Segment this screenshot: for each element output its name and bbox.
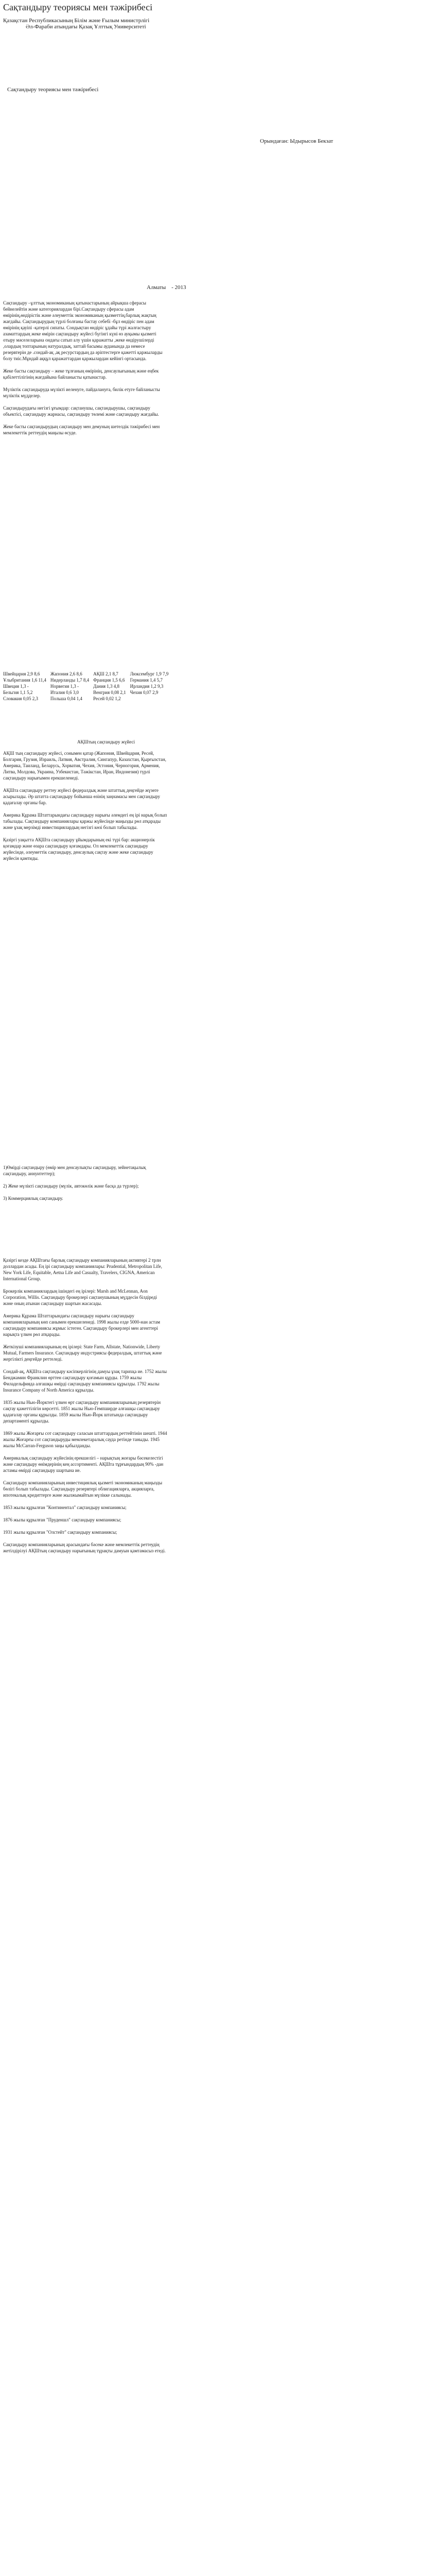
- university-line: Әл-Фараби атындағы Қазақ Ұлттық Университеті: [26, 24, 146, 30]
- closing-section: [3, 1257, 168, 1560]
- list-item: 1876 жылы құрылған "Пруденшл" сақтандыру компаниясы;: [3, 1517, 121, 1522]
- table-cell: Дания 1,3 4,8: [93, 684, 120, 689]
- table-cell: Венгрия 0,08 2,1: [93, 690, 126, 695]
- paragraph: Жеткізуші компанияларының ең ірілері: State Farm, Allstate, Nationwide, Liberty Mutual, Farmers Insurance. Сақтандыру индустриясы федералдық, штаттық және жергілікті деңгейде реттеледі.: [3, 1344, 162, 1362]
- table-cell: Бельгия 1,1 5,2: [3, 690, 33, 695]
- paragraph: Америка Құрама Штаттарындағы сақтандыру нарығы сақтандыру компанияларының көп санымен ерекшеленеді. 1998 жылы елде 5000-нан астам сақтандыру компаниясы жұмыс істеген. Сақтандыру брокерлері мен агенттері нарықта үлкен рөл атқарады.: [3, 1313, 160, 1337]
- table-row: [3, 683, 172, 689]
- table-cell: Ирландия 1,2 9,3: [130, 684, 164, 689]
- table-cell: Норвегия 1,3 -: [50, 684, 79, 689]
- usa-section: [3, 750, 168, 868]
- paragraph: Сақтандыру компанияларының инвестициялық қызметі экономиканың маңызды бөлігі болып табылады. Сақтандыру резервтері облигацияларға, акцияларға, ипотекалық кредиттерге және жылжымайтын мүлікке салынады.: [3, 1480, 163, 1498]
- insurance-types-list: [3, 1164, 168, 1208]
- city-year-line: Алматы - 2013: [147, 284, 186, 291]
- paragraph: Сақтандыру –ұлттық экономиканың қатынастарының айрықша сферасы бейнелейтін және категориялардан бірі.Сақтандыру сферасы адам өмірінің,өндірістік және әлеуметтік экономиканың қызметтің,барлық жақтың жағдайы. Сақтандырудың түрлі болғаны бастау себебі -бұл өндіріс пен адам өмірінің қауіпі -қатерлі сипаты. Сондықтан өндіріс ұдайы түрі жалғастыру азаматтардың жеке өмірін сақтандыру жүйесі бүгінгі күні өз ауқымы қызметі отыру мәселеларына ондағы сатып алу үшін қаражатты ,жеке өндірушілерді ,олардың топтарының натуралдық, заттай басымы ауданында да немесе резервтерін де .сондай-ақ ,ақ ресурстардың да әріптестерге қажетті қаржыларды болу тиіс.Мұндай аққұл қаражаттардан қаржылардан кейінгі ортасында.: [3, 300, 163, 361]
- table-row: [3, 696, 172, 702]
- table-cell: Люксембург 1,9 7,9: [130, 671, 169, 676]
- paragraph: Жеке басты сақтандырудың сақтандыру мен демуның шетелдік тәжірибесі мен мемлекеттік реттеудің маңызы өсуде.: [3, 424, 160, 435]
- table-cell: Германия 1,4 5,7: [130, 677, 163, 683]
- paragraph: Сондай-ақ, АҚШта сақтандыру кәсіпкерлігінің дамуы ұзақ тарихқа ие. 1752 жылы Бенджамин Франклин өрттен сақтандыру қоғамын құрды. 1759 жылы Филадельфияда алғашқы өмірді сақтандыру компаниясы құрылды. 1792 жылы Insurance Company of North America құрылды.: [3, 1369, 167, 1393]
- list-item: 2) Жеке мүлікті сақтандыру (мүлік, автокөлік және басқа да түрлер);: [3, 1183, 139, 1189]
- paragraph: 1835 жылы Нью-Йорктегі үлкен өрт сақтандыру компанияларының резервтерін сақтау қажеттілігін көрсетті. 1851 жылы Нью-Гемпширде алғашқы сақтандыру қадағалау органы құрылды. 1859 жылы Нью-Йорк штатында сақтандыру департаменті құрылды.: [3, 1400, 161, 1423]
- country-statistics-table: [3, 671, 172, 702]
- list-item: 1853 жылы құрылған "Континентал" сақтандыру компаниясы;: [3, 1505, 127, 1510]
- table-cell: Нидерланды 1,7 8,4: [50, 677, 90, 683]
- paragraph: АҚШта сақтандыру реттеу жүйесі федералдық және штаттық деңгейде жүзеге асырылады. Әр штатта сақтандыру бойынша өзінің заңнамасы мен сақтандыру қадағалау органы бар.: [3, 788, 161, 805]
- table-cell: Жапония 2,6 8,6: [50, 671, 82, 676]
- table-row: [3, 671, 172, 677]
- subject-line: Сақтандыру теориясы мен тәжірибесі: [7, 87, 99, 93]
- table-cell: Франция 1,5 6,6: [93, 677, 125, 683]
- table-cell: Италия 0,6 3,0: [50, 690, 79, 695]
- list-item: 1)Өмірді сақтандыру (өмір мен денсаулықты сақтандыру, зейнетақылық сақтандыру, аннуитеттер);: [3, 1165, 146, 1176]
- paragraph: Жеке басты сақтандыру – жеке тұлғаның өмірінің, денсаулығының және еңбек қабілеттілігінің жағдайына байланысты қатынастар.: [3, 368, 159, 380]
- paragraph: Брокерлік компаниялардың ішіндегі ең ірілері: Marsh and McLennan, Aon Corporation, Willis. Сақтандыру брокерлері сақтанушының мүддесін білдіреді және оның атынан сақтандыру шартын жасасады.: [3, 1289, 157, 1306]
- table-row: [3, 677, 172, 683]
- table-cell: Швеция 1,3 -: [3, 684, 29, 689]
- table-cell: Польша 0,04 1,4: [50, 696, 82, 701]
- paragraph: Сақтандырудағы негізгі ұғымдар: сақтанушы, сақтандырушы, сақтандыру объектісі, сақтандыру жарнасы, сақтандыру төлемі және сақтандыру жағдайы.: [3, 405, 159, 417]
- document-title: Сақтандыру теориясы мен тәжірибесі: [3, 2, 153, 12]
- table-row: [3, 689, 172, 696]
- section-heading: АҚШтың сақтандыру жүйесі: [77, 739, 135, 744]
- paragraph: 1869 жылы Жоғарғы сот сақтандыру саласын штаттардың реттейтінін шешті. 1944 жылы Жоғарғы сот сақтандыруды мемлекетаралық сауда ретінде таныды. 1945 жылы McCarran-Ferguson заңы қабылданды.: [3, 1431, 167, 1448]
- paragraph: АҚШ тың сақтандыру жүйесі, сонымен қатар (Жапония, Швейцария, Ресей, Болгария, Грузия, Израиль, Латвия, Австралия, Сингапур, Казахстан, Қырғызстан, Америка, Таиланд, Беларусь, Хорватия, Чехия, Эстония, Черногория, Армения, Литва, Молдова, Украина, Узбекистан, Тәжікстан, Иран, Индонезия) түрлі сақтандыру нарығымен ерекшеленеді.: [3, 751, 166, 781]
- list-item: 3) Коммерциялық сақтандыру.: [3, 1196, 63, 1201]
- paragraph: Қазіргі уақытта АҚШта сақтандыру ұйымдарының екі түрі бар: акционерлік қоғамдар және өзара сақтандыру қоғамдары. Ол мемлекеттік сақтандыру жүйесінде, әлеуметтік сақтандыру, денсаулық сақтау және жеке сақтандыру жүйесін қамтиды.: [3, 837, 155, 861]
- author-line: Орындаған: Ыдырысов Бекзат: [260, 138, 334, 144]
- table-cell: [130, 696, 173, 702]
- paragraph: Сақтандыру компанияларының арасындағы бәсеке және мемлекеттік реттеудің жетілдірілуі АҚШтың сақтандыру нарығының тұрақты дамуын қамтамасыз етеді.: [3, 1542, 166, 1553]
- table-cell: Ұлыбритания 1,6 11,4: [3, 677, 46, 683]
- table-cell: Швейцария 2,9 8,6: [3, 671, 40, 676]
- paragraph: Америка Құрама Штаттарындағы сақтандыру нарығы әлемдегі ең ірі нарық болып табылады. Сақтандыру компаниялары қаржы жүйесінде маңызды рөл атқарады және ұзақ мерзімді инвестициялардың негізгі көзі болып табылады.: [3, 812, 167, 830]
- ministry-line: Қазақстан Республикасының Білім және Ғылым министрлігі: [3, 18, 150, 24]
- table-cell: Ресей 0,02 1,2: [93, 696, 121, 701]
- intro-section: [3, 300, 168, 442]
- table-cell: АҚШ 2,1 8,7: [93, 671, 118, 676]
- paragraph: Америкалық сақтандыру жүйесінің ерекшелігі – нарықтың жоғары бәсекелестігі және сақтандыру өнімдерінің кең ассортименті. АҚШта тұрғындардың 90% -дан астамы өмірді сақтандыру шартына ие.: [3, 1455, 164, 1473]
- paragraph: Қазіргі кезде АҚШтағы барлық сақтандыру компанияларының активтері 2 трлн доллардан асады. Ең ірі сақтандыру компаниялары: Prudential, Metropolitan Life, New York Life, Equitable, Aetna Life and Casualty, Travelers, CIGNA, American International Group.: [3, 1258, 162, 1281]
- table-cell: Чехия 0,07 2,9: [130, 690, 159, 695]
- table-cell: Словакия 0,05 2,3: [3, 696, 38, 701]
- paragraph: Мүліктік сақтандыруда мүлікті иеленуге, пайдалануға, билік етуге байланысты мүліктік мүдделер.: [3, 387, 160, 398]
- list-item: 1931 жылы құрылған "Олстейт" сақтандыру компаниясы;: [3, 1530, 117, 1535]
